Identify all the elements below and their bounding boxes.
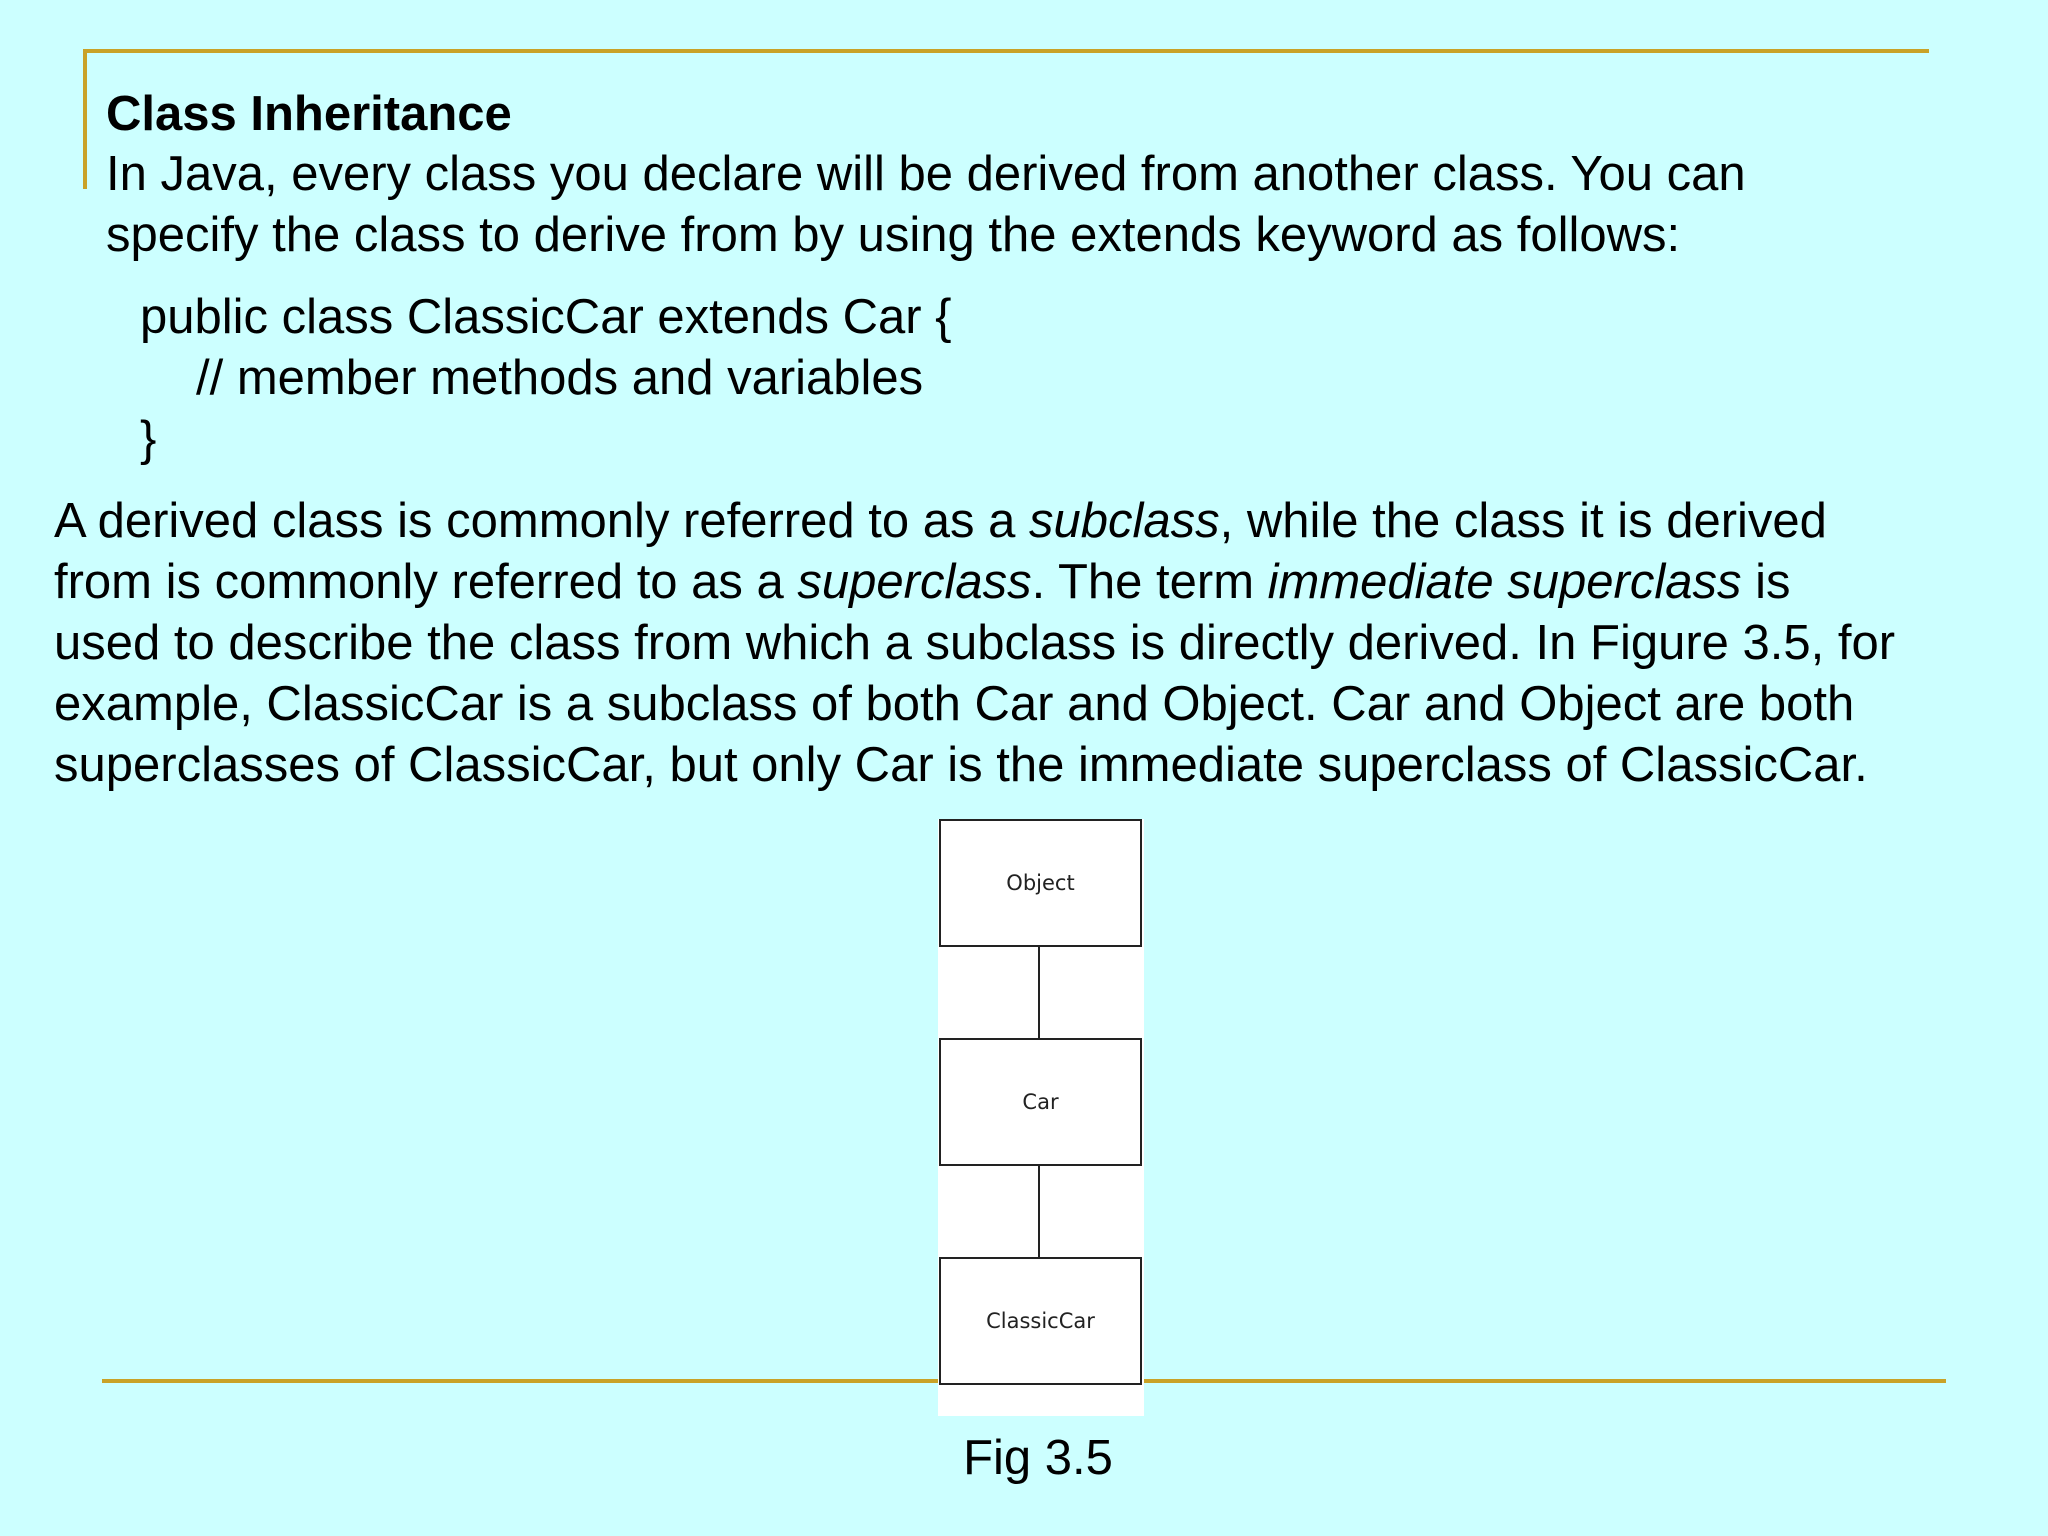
- class-box-car: [939, 1038, 1142, 1166]
- body-line: example, ClassicCar is a subclass of both Car and Object. Car and Object are both: [54, 677, 1855, 731]
- intro-line: In Java, every class you declare will be derived from another class. You can: [106, 147, 1746, 201]
- code-sample: [140, 287, 952, 470]
- term-immediate-superclass: immediate superclass: [1267, 555, 1742, 609]
- code-line: public class ClassicCar extends Car {: [140, 290, 952, 344]
- body-paragraph: [54, 491, 2034, 796]
- slide-title: Class Inheritance: [106, 87, 512, 141]
- connector-line: [1038, 1166, 1040, 1257]
- class-box-classiccar: [939, 1257, 1142, 1385]
- inheritance-diagram: [938, 819, 1144, 1416]
- term-subclass: subclass: [1028, 494, 1220, 548]
- body-text-run: from is commonly referred to as a: [54, 555, 798, 609]
- body-text-run: is: [1741, 555, 1791, 609]
- class-box-object: [939, 819, 1142, 947]
- code-comment-line: // member methods and variables: [196, 351, 924, 405]
- left-divider: [83, 49, 87, 189]
- class-box-label: Object: [1006, 871, 1075, 895]
- body-line: used to describe the class from which a subclass is directly derived. In Figure 3.5, for: [54, 616, 1896, 670]
- intro-paragraph: [106, 144, 1946, 266]
- body-line: superclasses of ClassicCar, but only Car is the immediate superclass of ClassicCar.: [54, 738, 1868, 792]
- class-box-label: ClassicCar: [986, 1309, 1095, 1333]
- body-line: [54, 552, 2034, 613]
- term-superclass: superclass: [797, 555, 1032, 609]
- top-divider: [83, 49, 1929, 53]
- body-text-run: . The term: [1031, 555, 1268, 609]
- class-box-label: Car: [1022, 1090, 1059, 1114]
- intro-line: specify the class to derive from by using the extends keyword as follows:: [106, 208, 1681, 262]
- body-text-run: A derived class is commonly referred to as a: [54, 494, 1029, 548]
- body-text-run: , while the class it is derived: [1219, 494, 1827, 548]
- figure-caption: Fig 3.5: [963, 1431, 1113, 1485]
- body-line: [54, 491, 2034, 552]
- connector-line: [1038, 947, 1040, 1038]
- code-line: }: [140, 412, 157, 466]
